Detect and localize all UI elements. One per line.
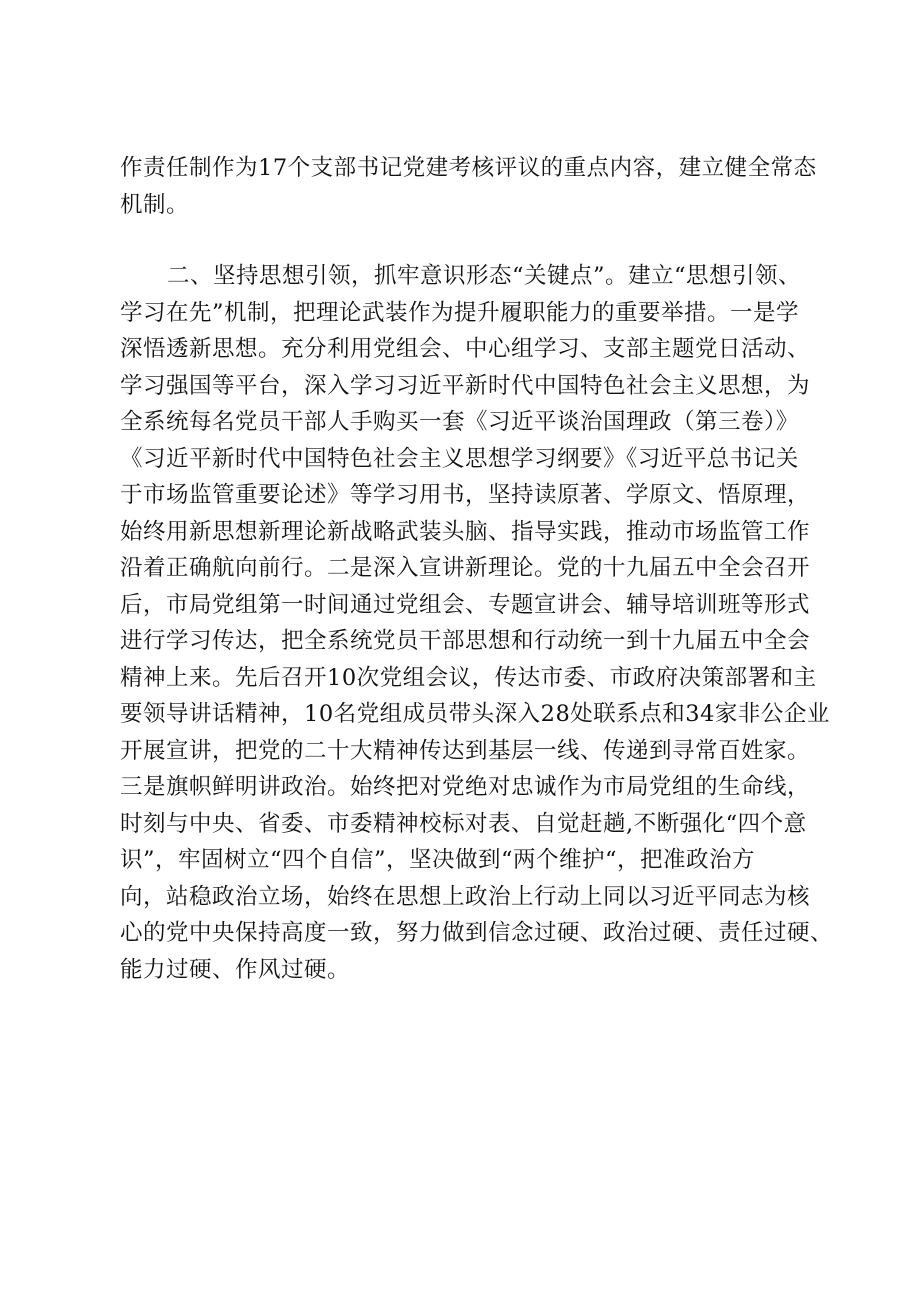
- text-line: 《习近平新时代中国特色社会主义思想学习纲要》《习近平总书记关: [120, 445, 799, 472]
- continuation-paragraph: [120, 150, 840, 223]
- text-line: 始终用新思想新理论新战略武装头脑、指导实践，推动市场监管工作: [120, 518, 811, 545]
- text-line: 精神上来。先后召开10次党组会议，传达市委、市政府决策部署和主: [120, 664, 817, 691]
- text-line: 识”，牢固树立“四个自信”，坚决做到“两个维护“，把准政治方: [120, 847, 756, 873]
- text-line: 能力过硬、作风过硬。: [120, 956, 351, 983]
- text-line: 进行学习传达，把全系统党员干部思想和行动统一到十九届五中全会: [120, 628, 811, 654]
- text-line: 全系统每名党员干部人手购买一套《习近平谈治国理政（第三卷）》: [120, 409, 799, 435]
- text-line: 心的党中央保持高度一致，努力做到信念过硬、政治过硬、责任过硬、: [120, 920, 834, 946]
- text-line: 机制。: [120, 191, 190, 218]
- text-line: 要领导讲话精神，10名党组成员带头深入28处联系点和34家非公企业: [120, 701, 830, 727]
- text-line: 作责任制作为17个支部书记党建考核评议的重点内容，建立健全常态: [120, 155, 817, 181]
- section-two-paragraph: [120, 258, 840, 988]
- text-line: 深悟透新思想。充分利用党组会、中心组学习、支部主题党日活动、: [120, 336, 811, 362]
- text-line: 于市场监管重要论述》等学习用书，坚持读原著、学原文、悟原理，: [120, 482, 811, 508]
- text-line: 学习在先”机制，把理论武装作为提升履职能力的重要举措。一是学: [120, 299, 800, 326]
- text-line: 开展宣讲，把党的二十大精神传达到基层一线、传递到寻常百姓家。: [120, 737, 811, 764]
- text-line: 时刻与中央、省委、市委精神校标对表、自觉赶趟,不断强化“四个意: [120, 810, 807, 837]
- text-line: 三是旗帜鲜明讲政治。始终把对党绝对忠诚作为市局党组的生命线，: [120, 774, 811, 800]
- text-line: 向，站稳政治立场，始终在思想上政治上行动上同以习近平同志为核: [120, 883, 811, 910]
- section-heading-line: 二、坚持思想引领，抓牢意识形态“关键点”。建立“思想引领、: [167, 263, 802, 289]
- text-line: 沿着正确航向前行。二是深入宣讲新理论。党的十九届五中全会召开: [120, 555, 811, 581]
- text-line: 学习强国等平台，深入学习习近平新时代中国特色社会主义思想，为: [120, 372, 811, 399]
- text-line: 后，市局党组第一时间通过党组会、专题宣讲会、辅导培训班等形式: [120, 591, 811, 618]
